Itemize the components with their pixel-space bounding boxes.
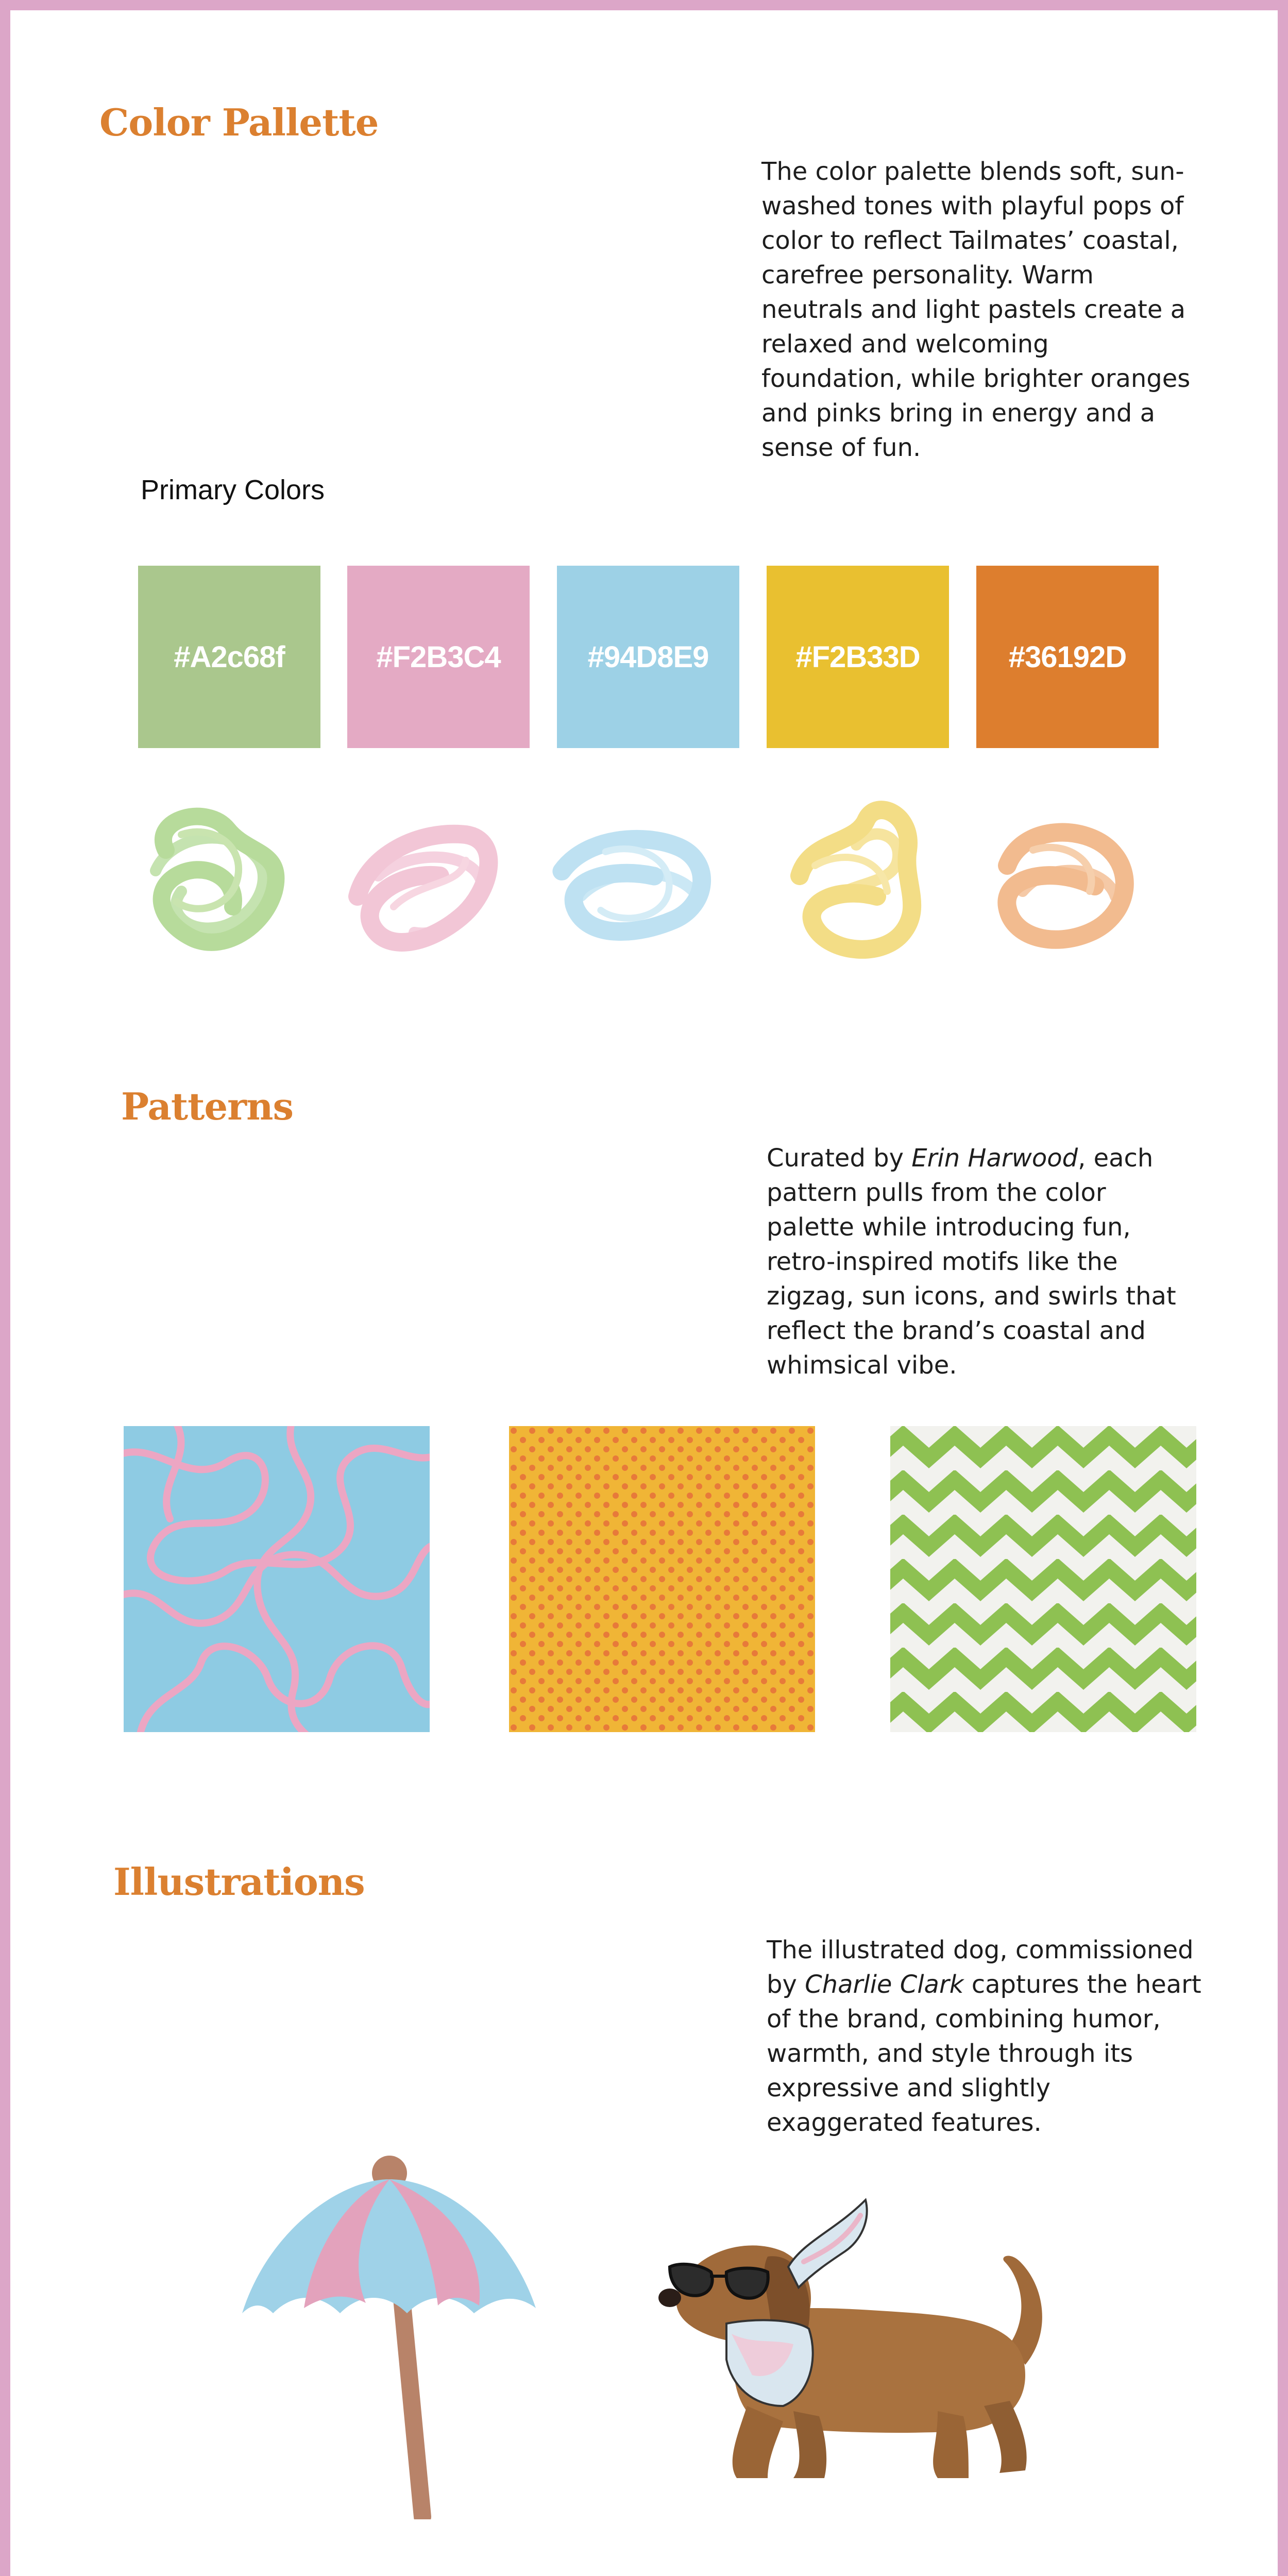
swirl-pattern xyxy=(124,1426,430,1732)
dachshund-illustration xyxy=(649,2190,1082,2509)
primary-colors-label: Primary Colors xyxy=(141,474,325,505)
color-palette-description: The color palette blends soft, sun-washed tones with playful pops of color to reflect Tailmates’ coastal, carefree personality. Warm neutrals and light pastels create a relaxed and welcoming foundation, while brighter oranges and pinks bring in energy and a sense of fun. xyxy=(761,157,1191,462)
designer-name: Erin Harwood xyxy=(911,1144,1078,1173)
swatch-orange: #36192D xyxy=(976,566,1159,748)
illustrations-heading: Illustrations xyxy=(113,1860,365,1904)
color-palette-heading: Color Pallette xyxy=(99,100,379,144)
swatch-yellow: #F2B33D xyxy=(767,566,949,748)
swatch-pink: #F2B3C4 xyxy=(347,566,530,748)
zigzag-pattern xyxy=(890,1426,1196,1732)
pink-paint-swatch xyxy=(337,788,512,974)
patterns-description: Curated by Erin Harwood, each pattern pulls from the color palette while introducing fun, retro-inspired motifs like the zigzag, sun icons, and swirls that reflect the brand’s coastal and whimsical vibe. xyxy=(767,1144,1176,1380)
beach-umbrella-illustration xyxy=(237,2148,541,2519)
orange-paint-swatch xyxy=(976,788,1151,974)
dot-pattern xyxy=(509,1426,815,1732)
swatch-blue: #94D8E9 xyxy=(557,566,739,748)
illustrator-name: Charlie Clark xyxy=(805,1970,964,1999)
green-paint-swatch xyxy=(120,788,295,974)
illustrations-description: The illustrated dog, commissioned by Charlie Clark captures the heart of the brand, combining humor, warmth, and style through its expressive and slightly exaggerated features. xyxy=(767,1936,1201,2137)
blue-paint-swatch xyxy=(547,788,722,974)
swatch-green: #A2c68f xyxy=(138,566,320,748)
yellow-paint-swatch xyxy=(769,788,944,974)
patterns-heading: Patterns xyxy=(121,1084,293,1128)
